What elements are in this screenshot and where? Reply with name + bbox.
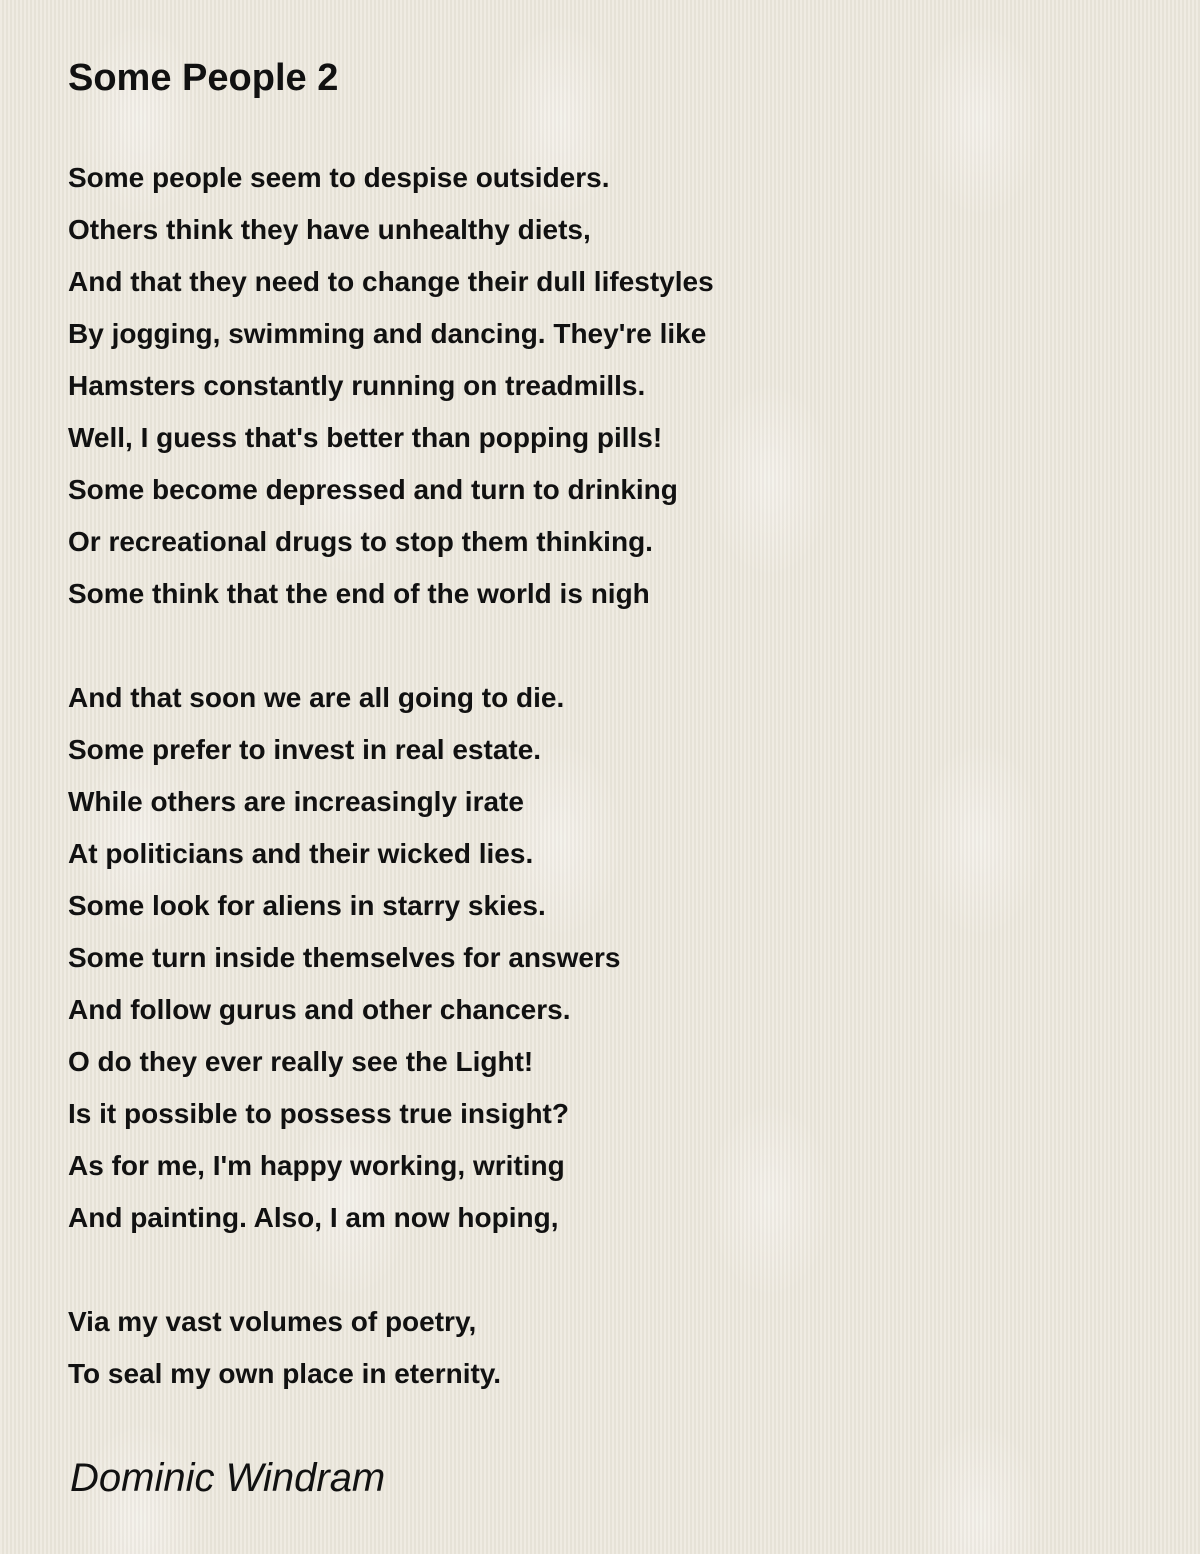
- poem-line: As for me, I'm happy working, writing: [68, 1150, 565, 1181]
- poem-line: Some become depressed and turn to drinking: [68, 474, 678, 505]
- poem: [68, 50, 1148, 1400]
- poem-title: Some People 2: [68, 57, 339, 99]
- poem-stanza-3: [68, 1296, 1148, 1400]
- poem-stanza-2: [68, 672, 1148, 1244]
- poem-line: At politicians and their wicked lies.: [68, 838, 534, 869]
- poem-line: Well, I guess that's better than popping pills!: [68, 422, 663, 453]
- poem-author: Dominic Windram: [70, 1456, 386, 1500]
- poem-line: And painting. Also, I am now hoping,: [68, 1202, 559, 1233]
- poem-line: O do they ever really see the Light!: [68, 1046, 534, 1077]
- poem-line: To seal my own place in eternity.: [68, 1358, 502, 1389]
- poem-line: Is it possible to possess true insight?: [68, 1098, 569, 1129]
- poem-line: Via my vast volumes of poetry,: [68, 1306, 477, 1337]
- poem-line: Some think that the end of the world is nigh: [68, 578, 650, 609]
- poem-line: Others think they have unhealthy diets,: [68, 214, 591, 245]
- poem-stanza-1: [68, 152, 1148, 620]
- poem-line: Some people seem to despise outsiders.: [68, 162, 610, 193]
- poem-line: Some prefer to invest in real estate.: [68, 734, 542, 765]
- poem-line: And that they need to change their dull lifestyles: [68, 266, 714, 297]
- poem-line: And follow gurus and other chancers.: [68, 994, 571, 1025]
- poem-line: Or recreational drugs to stop them thinking.: [68, 526, 653, 557]
- poem-line: Some look for aliens in starry skies.: [68, 890, 546, 921]
- poem-line: Hamsters constantly running on treadmills.: [68, 370, 646, 401]
- poem-line: By jogging, swimming and dancing. They're like: [68, 318, 707, 349]
- poem-line: While others are increasingly irate: [68, 786, 524, 817]
- poem-line: Some turn inside themselves for answers: [68, 942, 621, 973]
- poem-line: And that soon we are all going to die.: [68, 682, 565, 713]
